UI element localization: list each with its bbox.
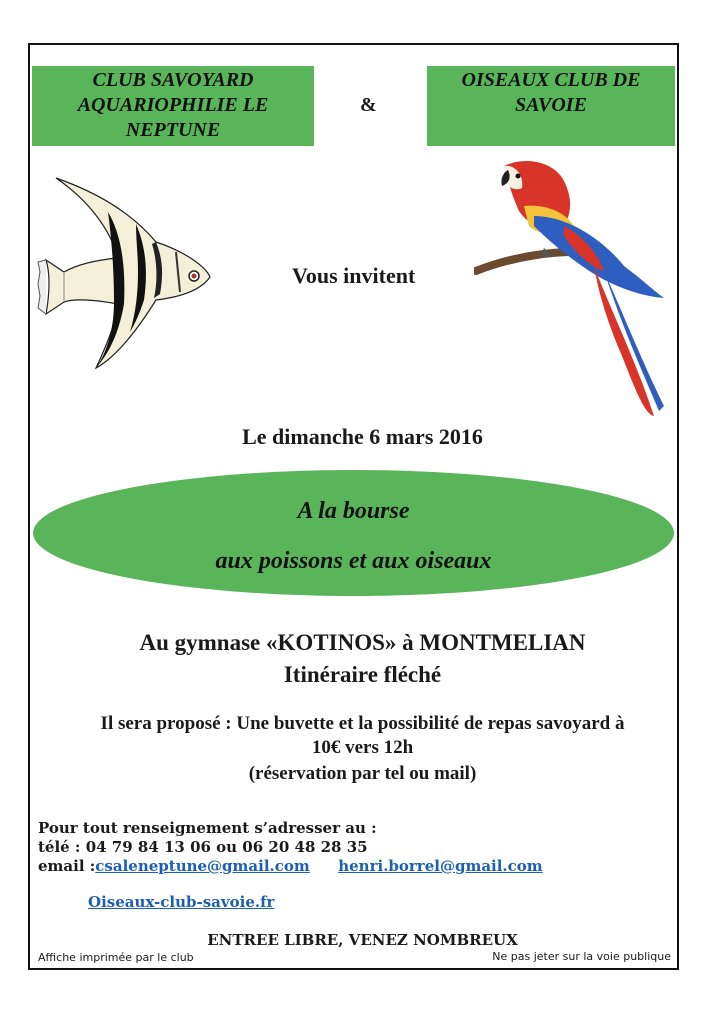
- event-title-line1: A la bourse: [297, 498, 410, 524]
- invite-text: Vous invitent: [292, 263, 416, 288]
- club-neptune-line3: NEPTUNE: [125, 119, 221, 141]
- club-neptune-box: [32, 66, 314, 146]
- club-oiseaux-box: [427, 66, 675, 146]
- website-link[interactable]: Oiseaux-club-savoie.fr: [88, 893, 275, 911]
- email-link-borrel[interactable]: henri.borrel@gmail.com: [338, 857, 543, 875]
- venue-line2: Itinéraire fléché: [283, 662, 442, 687]
- venue-line1: Au gymnase «KOTINOS» à MONTMELIAN: [139, 630, 586, 655]
- website-row: [88, 893, 274, 911]
- ampersand: &: [360, 94, 377, 116]
- email-link-neptune[interactable]: csaleneptune@gmail.com: [95, 857, 310, 875]
- contact-email-row: [38, 857, 543, 875]
- footer-left: Affiche imprimée par le club: [38, 951, 194, 964]
- offer-line3: (réservation par tel ou mail): [248, 763, 477, 784]
- event-title-line2: aux poissons et aux oiseaux: [215, 548, 492, 574]
- club-oiseaux-line1: OISEAUX CLUB DE: [461, 69, 641, 91]
- offer-line2: 10€ vers 12h: [311, 737, 414, 758]
- event-ellipse: [33, 470, 674, 596]
- event-date: Le dimanche 6 mars 2016: [242, 424, 483, 449]
- footer-right: Ne pas jeter sur la voie publique: [492, 950, 671, 963]
- club-oiseaux-line2: SAVOIE: [515, 94, 587, 116]
- club-neptune-line1: CLUB SAVOYARD: [92, 69, 254, 91]
- contact-intro: Pour tout renseignement s’adresser au :: [38, 819, 377, 837]
- club-neptune-line2: AQUARIOPHILIE LE: [77, 94, 269, 116]
- offer-line1: Il sera proposé : Une buvette et la possibilité de repas savoyard à: [100, 713, 625, 734]
- entree-libre: ENTREE LIBRE, VENEZ NOMBREUX: [207, 931, 518, 949]
- contact-phone: télé : 04 79 84 13 06 ou 06 20 48 28 35: [38, 838, 368, 856]
- email-label: email :: [38, 857, 96, 875]
- parrot-illustration: [474, 156, 674, 421]
- angelfish-illustration: [36, 172, 214, 372]
